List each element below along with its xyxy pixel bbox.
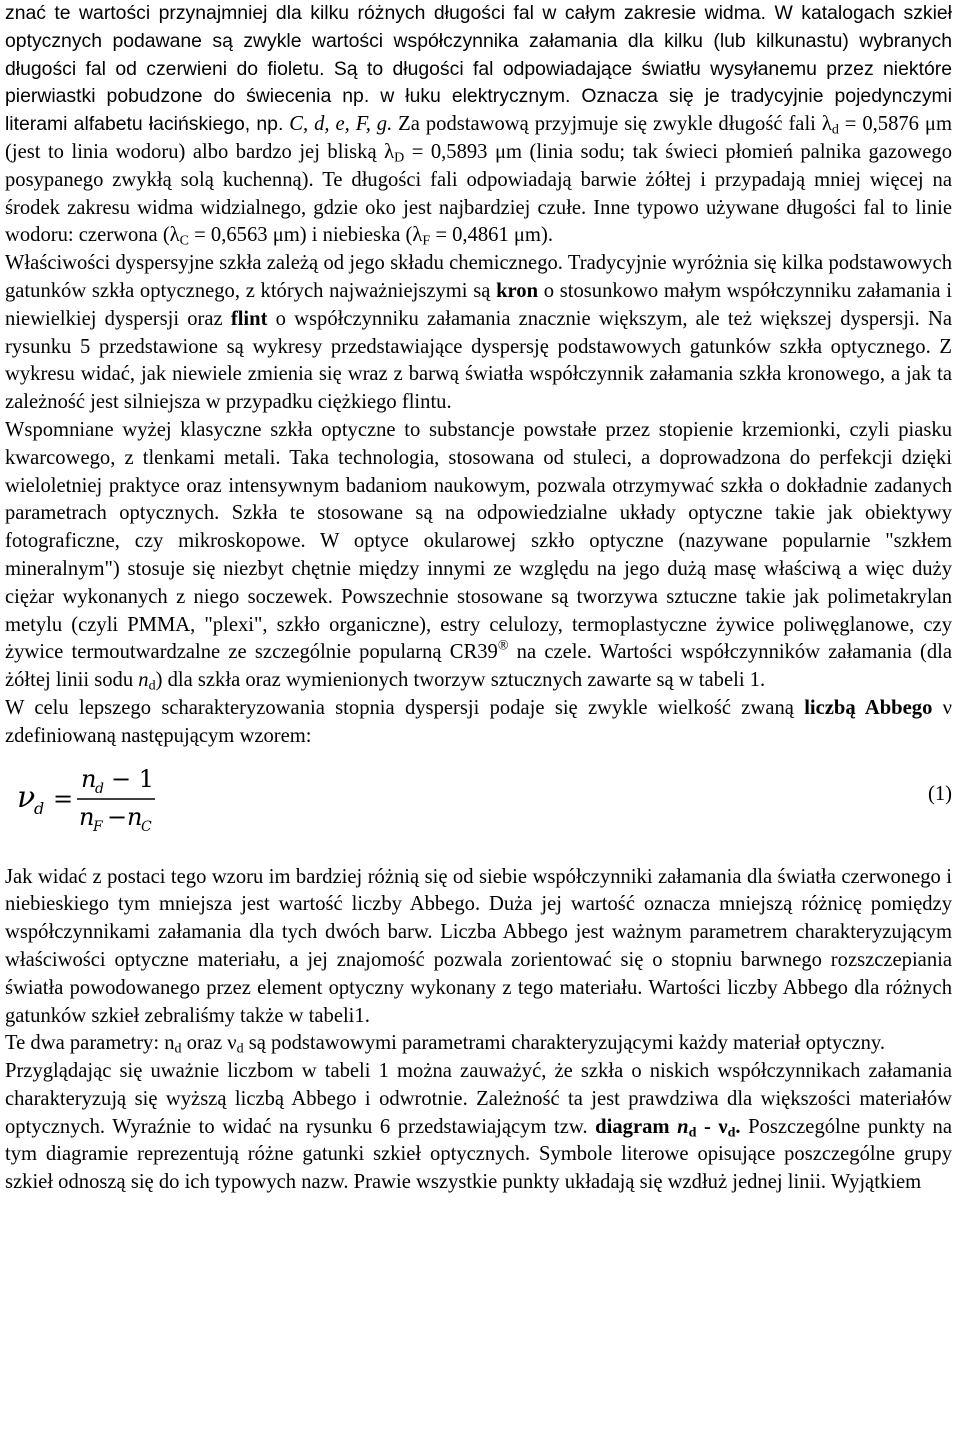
formula-den-sub1: F bbox=[93, 818, 103, 835]
subscript: D bbox=[394, 150, 405, 166]
paragraph-abbe-meaning bbox=[5, 864, 952, 1031]
text-segment: są podstawowymi parametrami charakteryzującymi każdy materiał optyczny. bbox=[243, 1032, 885, 1055]
paragraph-diagram bbox=[5, 1058, 952, 1197]
text-segment: W celu lepszego scharakteryzowania stopnia dyspersji podaje się zwykle wielkość zwaną bbox=[5, 696, 805, 719]
line-letters: C, d, e, F, g. bbox=[289, 113, 393, 136]
text-segment: = 0,5893 μm (linia sodu; tak świeci płomień palnika gazowego posypanego zwykłą solą kuchenną). Te długości fali odpowiadają barwie żółtej i przypadają mniej więcej na środek zakresu widma widzialnego, gdzie oko jest najbardziej czułe. Inne typowo używane długości fal to linie wodoru: czerwona (λ bbox=[5, 140, 952, 247]
term-kron: kron bbox=[496, 279, 539, 302]
term-flint: flint bbox=[230, 307, 268, 330]
subscript: d bbox=[236, 1041, 244, 1057]
text-segment: Właściwości dyspersyjne szkła zależą od jego składu chemicznego. Tradycyjnie wyróżnia się kilka podstawowych gatunków szkła optycznego, z których najważniejszymi są bbox=[5, 252, 952, 302]
text-segment: ) dla szkła oraz wymienionych tworzyw sztucznych zawarte są w tabeli 1. bbox=[155, 669, 766, 692]
text-segment: Jak widać z postaci tego wzoru im bardziej różnią się od siebie współczynniki załamania dla światła czerwonego i niebieskiego tym mniejsza jest wartość liczby Abbego. Duża jej wartość oznacza mniejszą różnicę pomiędzy współczynnikami załamania dla tych dwóch barw. Liczba Abbego jest ważnym parametrem charakteryzującym właściwości optyczne materiału, a jej znajomość pozwala zorientować się o stopniu barwnego rozszczepiania światła powodowanego przez element optyczny wykonany z tego materiału. Wartości liczby Abbego dla różnych gatunków szkieł zebraliśmy także w tabeli1. bbox=[5, 865, 952, 1027]
symbol-n: n bbox=[677, 1115, 689, 1138]
text-segment: znać te wartości przynajmniej dla kilku różnych długości fal w całym zakresie widma. W katalogach szkieł optycznych podawane są zwykle wartości współczynnika załamania dla kilku (lub kilkunastu) wybranych długości fal od czerwieni do fioletu. Są to długości fal odpowiadające światłu wysyłanemu przez niektóre pierwiastki pobudzone do świecenia np. w łuku elektrycznym. Oznacza się je tradycyjnie pojedynczymi literami alfabetu łacińskiego, np. bbox=[5, 2, 952, 136]
formula-den-n2: n bbox=[127, 802, 143, 831]
formula-lhs: ν bbox=[17, 779, 36, 815]
registered-mark: ® bbox=[497, 638, 509, 654]
text-segment: Wspomniane wyżej klasyczne szkła optyczne to substancje powstałe przez stopienie krzemionki, czyli piasku kwarcowego, z tlenkami metali. Taka technologia, stosowana od stuleci, a doprowadzona do perfekcji dzięki wieloletniej praktyce oraz intensywnym badaniom naukowym, pozwala otrzymywać szkła o dokładnie zadanych parametrach optycznych. Szkła te stosowane są na odpowiedzialne układy optyczne takie jak obiektywy fotograficzne, czy mikroskopowe. W optyce okularowej szkło optyczne (nazywane popularnie "szkłem mineralnym") stosuje się niezbyt chętnie między innymi ze względu na jego dużą masę właściwą a więc duży ciężar wykonanych z niego soczewek. Powszechnie stosowane są tworzywa sztuczne takie jak polimetakrylan metylu (czyli PMMA, "plexi", szkło organiczne), estry celulozy, termoplastyczne żywice poliwęglanowe, czy żywice termoutwardzalne ze szczególnie popularną CR39 bbox=[5, 418, 952, 664]
subscript: d bbox=[174, 1041, 182, 1057]
document-page bbox=[5, 0, 952, 1197]
formula-num-n: n bbox=[81, 764, 97, 793]
formula-den-minus: − bbox=[107, 802, 128, 831]
paragraph-abbe-intro bbox=[5, 695, 952, 751]
bold-segment: - ν bbox=[696, 1115, 728, 1138]
text-segment: Za podstawową przyjmuje się zwykle długość fali λ bbox=[392, 113, 832, 136]
formula-lhs-sub: d bbox=[34, 798, 45, 818]
bold-segment: diagram bbox=[595, 1115, 678, 1138]
subscript: d bbox=[727, 1125, 736, 1141]
equation-abbe bbox=[5, 751, 952, 864]
paragraph-wavelengths bbox=[5, 0, 952, 250]
subscript: C bbox=[179, 233, 190, 249]
text-segment: = 0,4861 μm). bbox=[430, 224, 553, 247]
subscript: d bbox=[831, 122, 839, 138]
text-segment: Poszczególne punkty na tym diagramie reprezentują różne gatunki szkieł optycznych. Symbole literowe opisujące poszczególne grupy szkieł odnoszą się do ich typowych nazw. Prawie wszystkie punkty układają się wzdłuż jednej linii. Wyjątkiem bbox=[5, 1115, 952, 1194]
text-segment: Przyglądając się uważnie liczbom w tabeli 1 można zauważyć, że szkła o niskich współczynnikach załamania charakteryzują się wyższą liczbą Abbego i odwrotnie. Zależność ta jest prawdziwa dla większości materiałów optycznych. Wyraźnie to widać na rysunku 6 przedstawiającym tzw. bbox=[5, 1060, 952, 1138]
symbol-n: n bbox=[138, 669, 149, 692]
text-segment: na czele. Wartości współczynników załamania (dla żółtej linii sodu bbox=[5, 641, 952, 692]
text-segment: = 0,6563 μm) i niebieska (λ bbox=[189, 224, 423, 247]
formula-den-n1: n bbox=[79, 802, 95, 831]
bold-segment: . bbox=[735, 1115, 741, 1138]
subscript: d bbox=[688, 1125, 697, 1141]
paragraph-glass-types bbox=[5, 250, 952, 417]
text-segment: o stosunkowo małym współczynniku załamania i niewielkiej dyspersji oraz bbox=[5, 279, 952, 330]
formula-equals: = bbox=[53, 784, 74, 813]
text-segment: Te dwa parametry: n bbox=[5, 1032, 175, 1055]
term-abbe-number: liczbą Abbego bbox=[804, 696, 933, 719]
text-segment: o współczynniku załamania znacznie większym, ale też większej dyspersji. Na rysunku 5 przedstawione są wykresy przedstawiające dyspersję podstawowych gatunków szkła optycznego. Z wykresu widać, jak niewiele zmienia się wraz z barwą światła współczynnik załamania szkła kronowego, a jak ta zależność jest silniejsza w przypadku ciężkiego flintu. bbox=[5, 307, 952, 414]
subscript: F bbox=[422, 233, 431, 249]
text-segment: = 0,5876 μm (jest to linia wodoru) albo bardzo jej bliską λ bbox=[5, 113, 952, 163]
text-segment: oraz ν bbox=[181, 1032, 237, 1055]
symbol-nu: ν bbox=[932, 696, 952, 719]
paragraph-parameters bbox=[5, 1030, 952, 1058]
formula bbox=[15, 763, 185, 843]
formula-den-sub2: C bbox=[141, 818, 152, 835]
formula-num-rest: − 1 bbox=[111, 764, 155, 793]
equation-number: (1) bbox=[927, 782, 952, 805]
text-segment: zdefiniowaną następującym wzorem: bbox=[5, 724, 312, 747]
formula-num-sub: d bbox=[95, 780, 104, 797]
paragraph-materials bbox=[5, 417, 952, 695]
formula-graphic bbox=[15, 763, 185, 843]
term-diagram bbox=[595, 1115, 741, 1141]
subscript: d bbox=[148, 678, 156, 694]
